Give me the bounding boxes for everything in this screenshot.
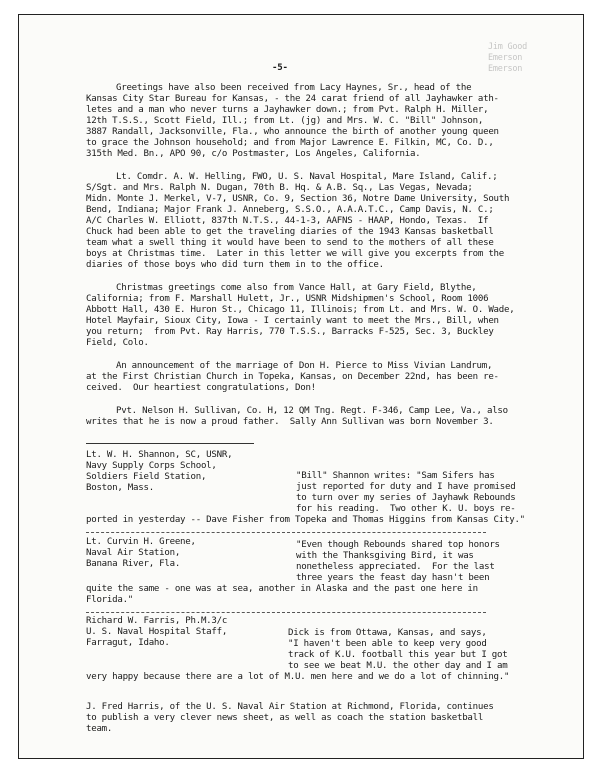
paragraph-line: team. <box>86 724 113 734</box>
paragraph-line: Greetings have also been received from Lacy Haynes, Sr., head of the <box>116 83 472 93</box>
letter-excerpt-line: just reported for duty and I have promised <box>296 482 516 492</box>
address-line: Boston, Mass. <box>86 483 154 493</box>
paragraph-line: 12th T.S.S., Scott Field, Ill.; from Lt. (jg) and Mrs. W. C. "Bill" Johnson, <box>86 116 484 126</box>
paragraph-line: Chuck had been able to get the traveling diaries of the 1943 Kansas basketball <box>86 227 494 237</box>
bleed-text-2: Emerson <box>488 53 523 63</box>
paragraph-line: An announcement of the marriage of Don H. Pierce to Miss Vivian Landrum, <box>116 361 493 371</box>
paragraph-line: S/Sgt. and Mrs. Ralph N. Dugan, 70th B. Hq. & A.B. Sq., Las Vegas, Nevada; <box>86 183 473 193</box>
paragraph-line: Lt. Comdr. A. W. Helling, FWO, U. S. Naval Hospital, Mare Island, Calif.; <box>116 172 498 182</box>
divider-dashed <box>86 532 486 533</box>
address-line: Lt. W. H. Shannon, SC, USNR, <box>86 450 233 460</box>
paragraph-line: team what a swell thing it would have been to send to the mothers of all these <box>86 238 494 248</box>
letter-excerpt-line: to see we beat M.U. the other day and I am <box>288 661 508 671</box>
divider-dashed <box>86 612 486 613</box>
paragraph-line: Midn. Monte J. Merkel, V-7, USNR, Co. 9, Section 36, Notre Dame University, South <box>86 194 510 204</box>
bleed-text-1: Jim Good <box>488 42 527 52</box>
paragraph-line: diaries of those boys who did turn them in to the office. <box>86 260 384 270</box>
paragraph-line: J. Fred Harris, of the U. S. Naval Air Station at Richmond, Florida, continues <box>86 702 494 712</box>
letter-excerpt-line: Florida." <box>86 595 134 605</box>
address-line: Soldiers Field Station, <box>86 472 207 482</box>
letter-excerpt-line: very happy because there are a lot of M.U. men here and we do a lot of chinning." <box>86 672 510 682</box>
paragraph-line: Christmas greetings come also from Vance Hall, at Gary Field, Blythe, <box>116 283 477 293</box>
paragraph-line: to grace the Johnson household; and from Major Lawrence E. Filkin, MC, Co. D., <box>86 138 494 148</box>
address-line: Farragut, Idaho. <box>86 638 170 648</box>
address-line: Naval Air Station, <box>86 548 181 558</box>
paragraph-line: A/C Charles W. Elliott, 837th N.T.S., 44-1-3, AAFNS - HAAP, Hondo, Texas. If <box>86 216 489 226</box>
paragraph-line: California; from F. Marshall Hulett, Jr., USNR Midshipmen's School, Room 1006 <box>86 294 489 304</box>
paragraph-line: Field, Colo. <box>86 338 149 348</box>
letter-excerpt-line: with the Thanksgiving Bird, it was <box>296 551 474 561</box>
paragraph-line: letes and a man who never turns a Jayhawker down.; from Pvt. Ralph H. Miller, <box>86 105 489 115</box>
page-number: -5- <box>272 63 288 73</box>
paragraph-line: boys at Christmas time. Later in this letter we will give you excerpts from the <box>86 249 504 259</box>
address-line: Banana River, Fla. <box>86 559 181 569</box>
address-line: Lt. Curvin H. Greene, <box>86 537 196 547</box>
paragraph-line: 315th Med. Bn., APO 90, c/o Postmaster, Los Angeles, California. <box>86 149 421 159</box>
address-line: U. S. Naval Hospital Staff, <box>86 627 228 637</box>
letter-excerpt-line: Dick is from Ottawa, Kansas, and says, <box>288 628 487 638</box>
letter-excerpt-line: "I haven't been able to keep very good <box>288 639 487 649</box>
bleed-text-3: Emerson <box>488 64 523 74</box>
letter-excerpt-line: three years the feast day hasn't been <box>296 573 490 583</box>
address-line: Navy Supply Corps School, <box>86 461 217 471</box>
paragraph-line: Abbott Hall, 430 E. Huron St., Chicago 11, Illinois; from Lt. and Mrs. W. O. Wade, <box>86 305 515 315</box>
paragraph-line: Kansas City Star Bureau for Kansas, - the 24 carat friend of all Jayhawker ath- <box>86 94 499 104</box>
paragraph-line: Hotel Mayfair, Sioux City, Iowa - I certainly want to meet the Mrs., Bill, when <box>86 316 499 326</box>
paragraph-line: to publish a very clever news sheet, as well as coach the station basketball <box>86 713 484 723</box>
letter-excerpt-line: quite the same - one was at sea, another in Alaska and the past one here in <box>86 584 478 594</box>
letter-excerpt-line: track of K.U. football this year but I got <box>288 650 508 660</box>
paragraph-line: Bend, Indiana; Major Frank J. Anneberg, S.S.O., A.A.A.T.C., Camp Davis, N. C.; <box>86 205 494 215</box>
letter-excerpt-line: ported in yesterday -- Dave Fisher from Topeka and Thomas Higgins from Kansas City." <box>86 515 525 525</box>
paragraph-line: ceived. Our heartiest congratulations, Don! <box>86 383 316 393</box>
letter-excerpt-line: "Even though Rebounds shared top honors <box>296 540 500 550</box>
letter-excerpt-line: nonetheless appreciated. For the last <box>296 562 495 572</box>
paragraph-line: 3887 Randall, Jacksonville, Fla., who announce the birth of another young queen <box>86 127 499 137</box>
letter-excerpt-line: to turn over my series of Jayhawk Rebounds <box>296 493 516 503</box>
paragraph-line: writes that he is now a proud father. Sally Ann Sullivan was born November 3. <box>86 417 494 427</box>
letter-excerpt-line: for his reading. Two other K. U. boys re- <box>296 504 516 514</box>
letter-excerpt-line: "Bill" Shannon writes: "Sam Sifers has <box>296 471 495 481</box>
paragraph-line: Pvt. Nelson H. Sullivan, Co. H, 12 QM Tng. Regt. F-346, Camp Lee, Va., also <box>116 406 508 416</box>
divider-rule <box>86 443 254 444</box>
paragraph-line: at the First Christian Church in Topeka, Kansas, on December 22nd, has been re- <box>86 372 499 382</box>
address-line: Richard W. Farris, Ph.M.3/c <box>86 616 228 626</box>
paragraph-line: you return; from Pvt. Ray Harris, 770 T.S.S., Barracks F-525, Sec. 3, Buckley <box>86 327 494 337</box>
